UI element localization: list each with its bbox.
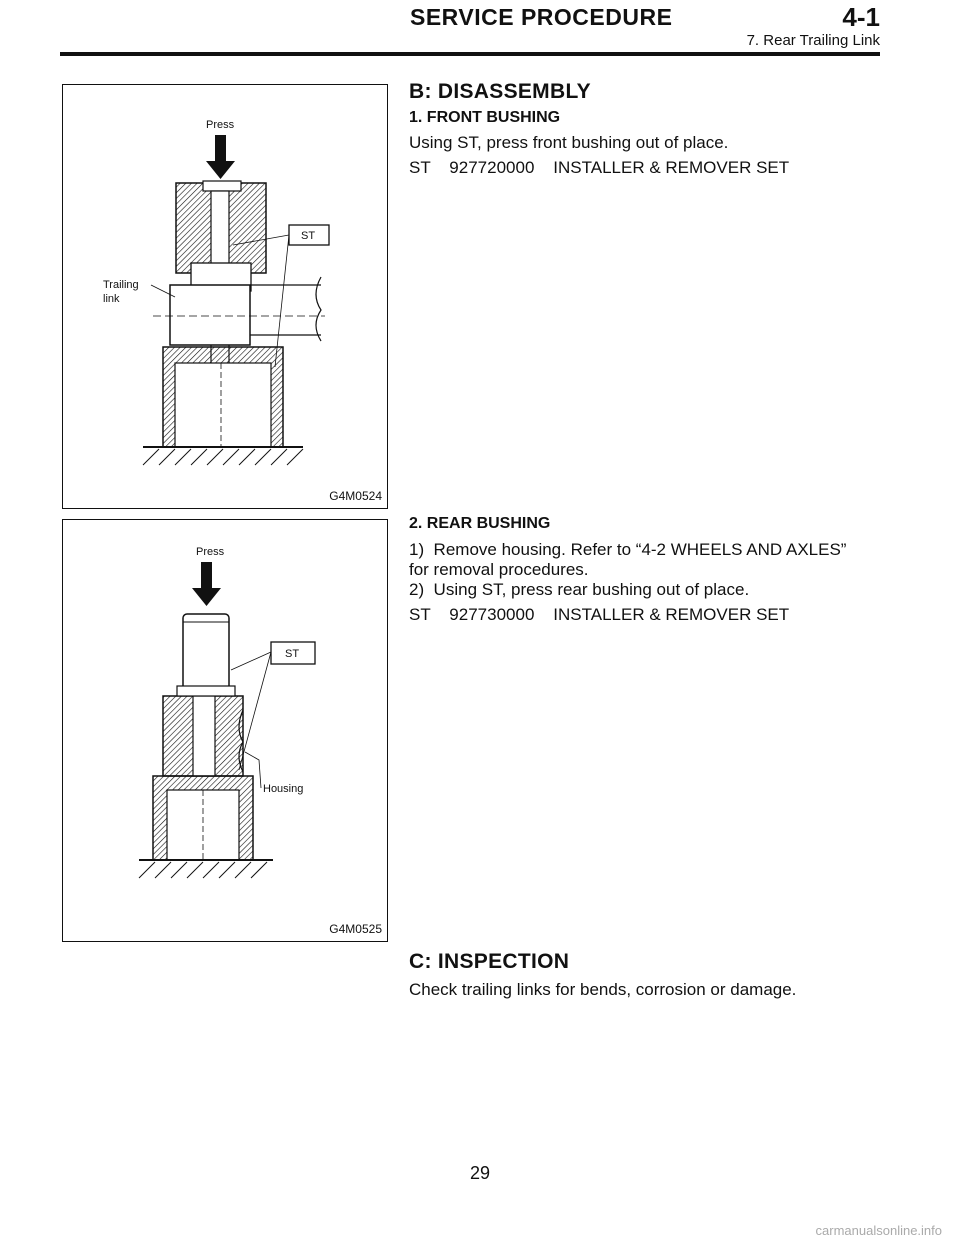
rear-bushing-diagram (63, 520, 387, 941)
st-label: ST (285, 648, 300, 660)
front-st-line: ST 927720000 INSTALLER & REMOVER SET (409, 158, 790, 177)
header-title: SERVICE PROCEDURE (410, 4, 673, 30)
housing-label: Housing (263, 783, 304, 795)
section-subtitle: 7. Rear Trailing Link (746, 32, 880, 49)
figure-rear-bushing (62, 519, 388, 942)
rear-step1-line2: for removal procedures. (409, 560, 589, 579)
rear-step2: 2) Using ST, press rear bushing out of place. (409, 580, 750, 599)
page-number: 29 (469, 1163, 491, 1183)
press-label: Press (206, 119, 235, 131)
trailing-link (170, 285, 250, 345)
press-arrow-icon (206, 135, 235, 179)
inspection-text: Check trailing links for bends, corrosion or damage. (409, 980, 797, 999)
rear-step1-line1: 1) Remove housing. Refer to “4-2 WHEELS AND AXLES” (409, 540, 847, 559)
press-arrow-icon (192, 562, 221, 606)
rear-st-line: ST 927730000 INSTALLER & REMOVER SET (409, 605, 790, 624)
section-heading-inspection: C: INSPECTION (409, 950, 570, 973)
footer-watermark: carmanualsonline.info (815, 1223, 942, 1238)
front-bushing-text: Using ST, press front bushing out of place. (409, 133, 729, 152)
section-heading-disassembly: B: DISASSEMBLY (409, 80, 591, 103)
header-rule (60, 52, 880, 56)
trailing-label-line1: Trailing (103, 279, 139, 291)
subheading-rear-bushing: 2. REAR BUSHING (409, 515, 551, 532)
subheading-front-bushing: 1. FRONT BUSHING (409, 109, 561, 126)
figure-id: G4M0525 (329, 922, 382, 936)
st-label: ST (301, 230, 316, 242)
front-bushing-diagram (63, 85, 387, 508)
st-rod (183, 614, 229, 694)
press-label: Press (196, 546, 225, 558)
section-number: 4-1 (842, 2, 880, 32)
figure-front-bushing (62, 84, 388, 509)
trailing-label-line2: link (103, 293, 120, 305)
figure-id: G4M0524 (329, 489, 382, 503)
